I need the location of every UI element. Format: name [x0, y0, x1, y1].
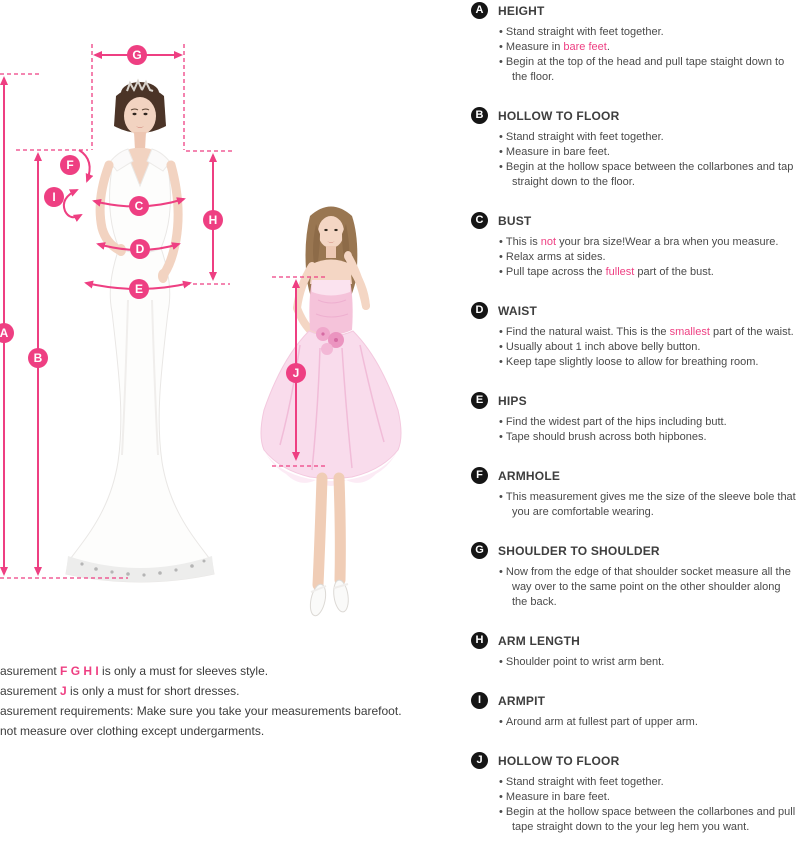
section-header: [471, 467, 797, 486]
section-header: [471, 632, 797, 651]
bullet-text: Stand straight with feet together.: [505, 131, 664, 143]
short-dress-figure: [261, 207, 401, 618]
bullet-line: [499, 160, 797, 190]
bullet-text: Keep tape slightly loose to allow for breathing room.: [505, 356, 759, 368]
instruction-section-B: [471, 107, 797, 190]
section-title: ARMHOLE: [498, 468, 561, 483]
section-title: SHOULDER TO SHOULDER: [498, 543, 660, 558]
letter-badge-B: B: [471, 107, 488, 124]
instruction-section-G: [471, 542, 797, 610]
bullet-text: Tape should brush across both hipbones.: [505, 431, 707, 443]
bullet-line: [499, 130, 797, 145]
highlight-text: fullest: [605, 266, 635, 278]
bullet-line: [499, 25, 797, 40]
highlight-text: smallest: [669, 326, 710, 338]
bullet-line: [499, 250, 797, 265]
instructions-list: [471, 2, 797, 857]
bride-figure: [66, 81, 214, 582]
bullet-line: [499, 430, 797, 445]
note-text: asurement: [0, 684, 61, 698]
bullet-line: [499, 265, 797, 280]
note-text: is only a must for sleeves style.: [98, 664, 269, 678]
bullet-line: [499, 655, 797, 670]
letter-badge-A: A: [471, 2, 488, 19]
letter-badge-E: E: [471, 392, 488, 409]
bullet-text: Relax arms at sides.: [505, 251, 606, 263]
bullet-line: [499, 235, 797, 250]
instruction-section-F: [471, 467, 797, 520]
section-header: [471, 107, 797, 126]
bullet-line: [499, 340, 797, 355]
bullet-text: Begin at the top of the head and pull tape staight down to the floor.: [505, 56, 785, 83]
highlight-text: not: [540, 236, 557, 248]
bullet-text: This is: [505, 236, 541, 248]
bullet-line: [499, 490, 797, 520]
note-text: asurement requirements: Make sure you take your measurements barefoot.: [0, 704, 402, 718]
bullet-text: Now from the edge of that shoulder socket measure all the way over to the same point on the other shoulder along the back.: [505, 566, 791, 608]
bullet-line: [499, 565, 797, 610]
bullet-text: Pull tape across the: [505, 266, 606, 278]
bullet-text: Begin at the hollow space between the collarbones and pull tape straight down to the your leg hem you want.: [505, 806, 796, 833]
section-header: [471, 692, 797, 711]
diagram-label-F: F: [60, 155, 80, 175]
bullet-text: Usually about 1 inch above belly button.: [505, 341, 701, 353]
section-title: HOLLOW TO FLOOR: [498, 108, 620, 123]
diagram-label-G: G: [127, 45, 147, 65]
letter-badge-D: D: [471, 302, 488, 319]
bullet-text: Find the widest part of the hips including butt.: [505, 416, 727, 428]
section-title: HIPS: [498, 393, 527, 408]
letter-badge-I: I: [471, 692, 488, 709]
bullet-text: Stand straight with feet together.: [505, 26, 664, 38]
bullet-line: [499, 55, 797, 85]
section-title: ARM LENGTH: [498, 633, 580, 648]
instruction-section-H: [471, 632, 797, 670]
diagram-label-E: E: [129, 279, 149, 299]
instruction-section-C: [471, 212, 797, 280]
section-header: [471, 212, 797, 231]
highlight-letters: J: [60, 684, 67, 698]
bullet-text: part of the waist.: [709, 326, 794, 338]
diagram-label-B: B: [28, 348, 48, 368]
section-header: [471, 302, 797, 321]
diagram-label-H: H: [203, 210, 223, 230]
bullet-line: [499, 775, 797, 790]
letter-badge-H: H: [471, 632, 488, 649]
bullet-line: [499, 145, 797, 160]
letter-badge-G: G: [471, 542, 488, 559]
instruction-section-A: [471, 2, 797, 85]
diagram-label-A: A: [0, 323, 14, 343]
bullet-text: .: [606, 41, 610, 53]
note-line: [0, 661, 430, 681]
measurement-notes: [0, 661, 430, 741]
note-line: [0, 721, 430, 741]
diagram-label-C: C: [129, 196, 149, 216]
bullet-line: [499, 325, 797, 340]
bullet-text: This measurement gives me the size of the sleeve bole that you are comfortable wearing.: [505, 491, 796, 518]
instruction-section-I: [471, 692, 797, 730]
diagram-label-I: I: [44, 187, 64, 207]
instruction-section-D: [471, 302, 797, 370]
letter-badge-F: F: [471, 467, 488, 484]
highlight-letters: F G H I: [60, 664, 99, 678]
letter-badge-C: C: [471, 212, 488, 229]
bullet-line: [499, 415, 797, 430]
bullet-text: part of the bust.: [634, 266, 714, 278]
section-title: HEIGHT: [498, 3, 545, 18]
diagram-label-J: J: [286, 363, 306, 383]
bullet-text: your bra size!Wear a bra when you measure.: [556, 236, 779, 248]
section-title: ARMPIT: [498, 693, 546, 708]
section-title: BUST: [498, 213, 532, 228]
note-text: not measure over clothing except undergarments.: [0, 724, 265, 738]
letter-badge-J: J: [471, 752, 488, 769]
section-header: [471, 392, 797, 411]
section-header: [471, 752, 797, 771]
note-text: asurement: [0, 664, 61, 678]
bullet-text: Measure in: [505, 41, 564, 53]
bullet-line: [499, 355, 797, 370]
bullet-line: [499, 790, 797, 805]
bullet-text: Stand straight with feet together.: [505, 776, 664, 788]
models-illustration: [0, 0, 470, 660]
section-title: HOLLOW TO FLOOR: [498, 753, 620, 768]
instruction-section-J: [471, 752, 797, 835]
note-text: is only a must for short dresses.: [66, 684, 240, 698]
bullet-line: [499, 40, 797, 55]
highlight-text: bare feet: [563, 41, 607, 53]
bullet-text: Measure in bare feet.: [505, 146, 610, 158]
section-title: WAIST: [498, 303, 537, 318]
section-header: [471, 2, 797, 21]
note-line: [0, 681, 430, 701]
section-header: [471, 542, 797, 561]
bullet-text: Around arm at fullest part of upper arm.: [505, 716, 698, 728]
note-line: [0, 701, 430, 721]
instruction-section-E: [471, 392, 797, 445]
bullet-line: [499, 715, 797, 730]
diagram-label-D: D: [130, 239, 150, 259]
bullet-line: [499, 805, 797, 835]
bullet-text: Find the natural waist. This is the: [505, 326, 670, 338]
bullet-text: Begin at the hollow space between the collarbones and tap straight down to the floor.: [505, 161, 794, 188]
bullet-text: Shoulder point to wrist arm bent.: [505, 656, 665, 668]
bullet-text: Measure in bare feet.: [505, 791, 610, 803]
